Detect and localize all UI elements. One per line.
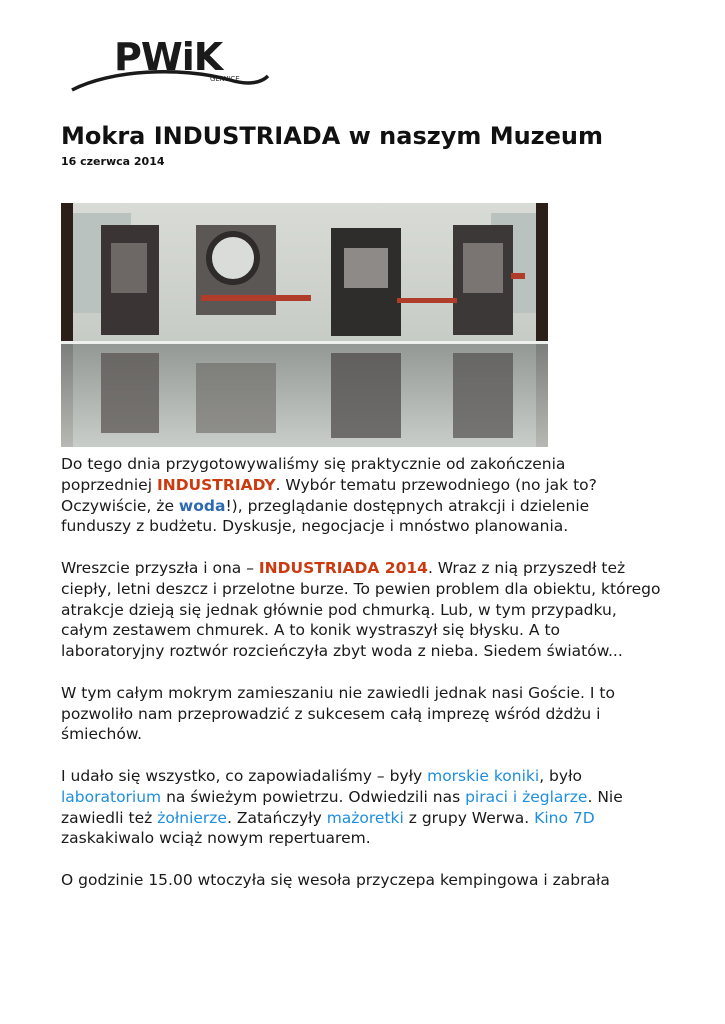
highlight-industriada-2014: INDUSTRIADA 2014	[258, 558, 428, 577]
text: , było	[539, 766, 582, 785]
link-kino-7d[interactable]: Kino 7D	[534, 808, 595, 827]
text: . Nie zawiedli też	[61, 787, 623, 827]
text: W tym całym mokrym zamieszaniu nie zawiedli jednak nasi Goście. I to pozwoliło nam przeprowadzić z sukcesem całą imprezę wśród dżdżu i śmiechów.	[61, 683, 615, 744]
paragraph-5	[61, 870, 661, 891]
paragraph-4	[61, 766, 661, 849]
text: z grupy Werwa.	[403, 808, 535, 827]
link-laboratorium[interactable]: laboratorium	[61, 787, 162, 806]
logo-subtext: GLIWICE	[210, 75, 240, 83]
text: na świeżym powietrzu. Odwiedzili nas	[161, 787, 466, 806]
link-piraci-i-zeglarze[interactable]: piraci i żeglarze	[465, 787, 588, 806]
article-date: 16 czerwca 2014	[61, 155, 165, 168]
article-body	[61, 454, 661, 912]
logo-text: PWiK	[114, 36, 223, 79]
highlight-industriady: INDUSTRIADY	[156, 475, 276, 494]
text: I udało się wszystko, co zapowiadaliśmy – były	[61, 766, 428, 785]
text: zaskakiwalo wciąż nowym repertuarem.	[61, 829, 371, 848]
text: . Wraz z nią przyszedł też ciepły, letni deszcz i przelotne burze. To pewien problem dla obiektu, którego atrakcje dzieją się jednak głównie pod chmurką. Lub, w tym przypadku, całym zestawem chmurek. A to konik wystraszył się błysku. A to laboratoryjny roztwór rozcieńczyła zbyt woda z nieba. Siedem światów...	[61, 558, 661, 661]
link-mazoretki[interactable]: mażoretki	[326, 808, 404, 827]
paragraph-1	[61, 454, 661, 537]
text: !), przeglądanie dostępnych atrakcji i dzielenie funduszy z budżetu. Dyskusje, negocjacje i mnóstwo planowania.	[61, 496, 590, 536]
link-morskie-koniki[interactable]: morskie koniki	[427, 766, 540, 785]
article-photo	[61, 203, 548, 447]
paragraph-3	[61, 683, 661, 745]
text: O godzinie 15.00 wtoczyła się wesoła przyczepa kempingowa i zabrała	[61, 870, 610, 889]
pwik-logo	[70, 36, 270, 94]
text: . Zatańczyły	[226, 808, 327, 827]
text: Wreszcie przyszła i ona –	[61, 558, 259, 577]
text: Do tego dnia przygotowywaliśmy się praktycznie od zakończenia poprzedniej	[61, 455, 566, 494]
link-zolnierze[interactable]: żołnierze	[157, 808, 227, 827]
paragraph-2	[61, 558, 661, 662]
highlight-woda: woda	[178, 496, 226, 515]
text: . Wybór tematu przewodniego (no jak to? Oczywiście, że	[61, 475, 597, 515]
article-title: Mokra INDUSTRIADA w naszym Muzeum	[61, 122, 604, 150]
